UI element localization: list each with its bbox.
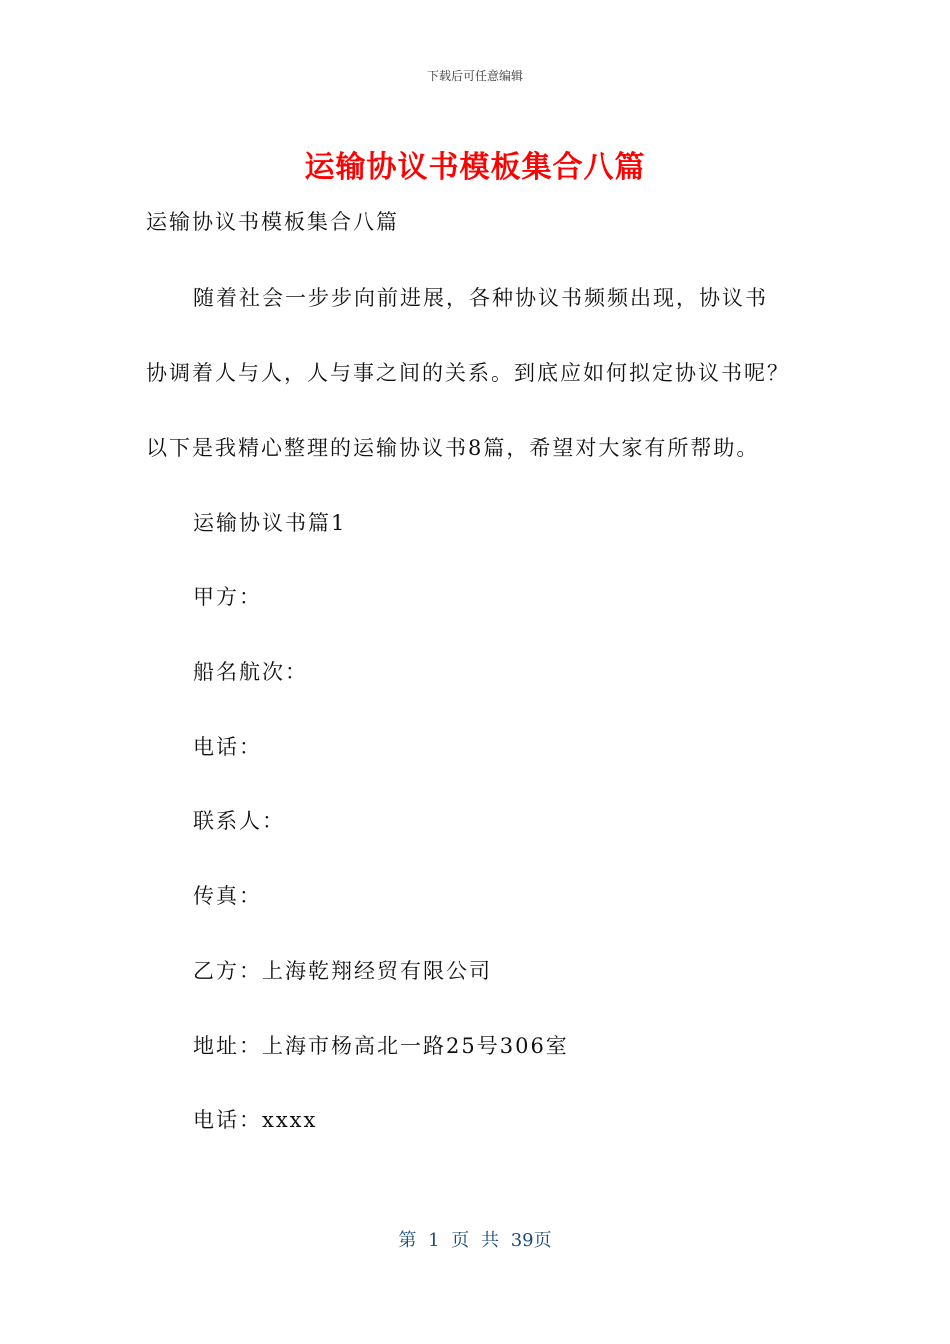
field-ship-voyage: 船名航次：: [193, 660, 308, 684]
field-party-b: 乙方：上海乾翔经贸有限公司: [193, 959, 492, 983]
intro-line-3: 以下是我精心整理的运输协议书8篇，希望对大家有所帮助。: [146, 436, 760, 460]
document-subtitle: 运输协议书模板集合八篇: [146, 210, 399, 234]
page-footer: 第 1 页 共 39页: [398, 1230, 552, 1251]
field-phone-b: 电话：xxxx: [193, 1108, 318, 1132]
field-phone-a: 电话：: [193, 735, 262, 759]
header-note: 下载后可任意编辑: [426, 69, 523, 83]
field-party-a: 甲方：: [193, 585, 262, 609]
document-title: 运输协议书模板集合八篇: [304, 150, 646, 185]
intro-line-2: 协调着人与人，人与事之间的关系。到底应如何拟定协议书呢？: [146, 361, 790, 385]
section-heading: 运输协议书篇1: [193, 511, 347, 535]
intro-line-1: 随着社会一步步向前进展，各种协议书频频出现，协议书: [193, 286, 768, 310]
field-address: 地址：上海市杨高北一路25号306室: [193, 1034, 569, 1058]
field-contact: 联系人：: [193, 809, 285, 833]
field-fax: 传真：: [193, 884, 262, 908]
